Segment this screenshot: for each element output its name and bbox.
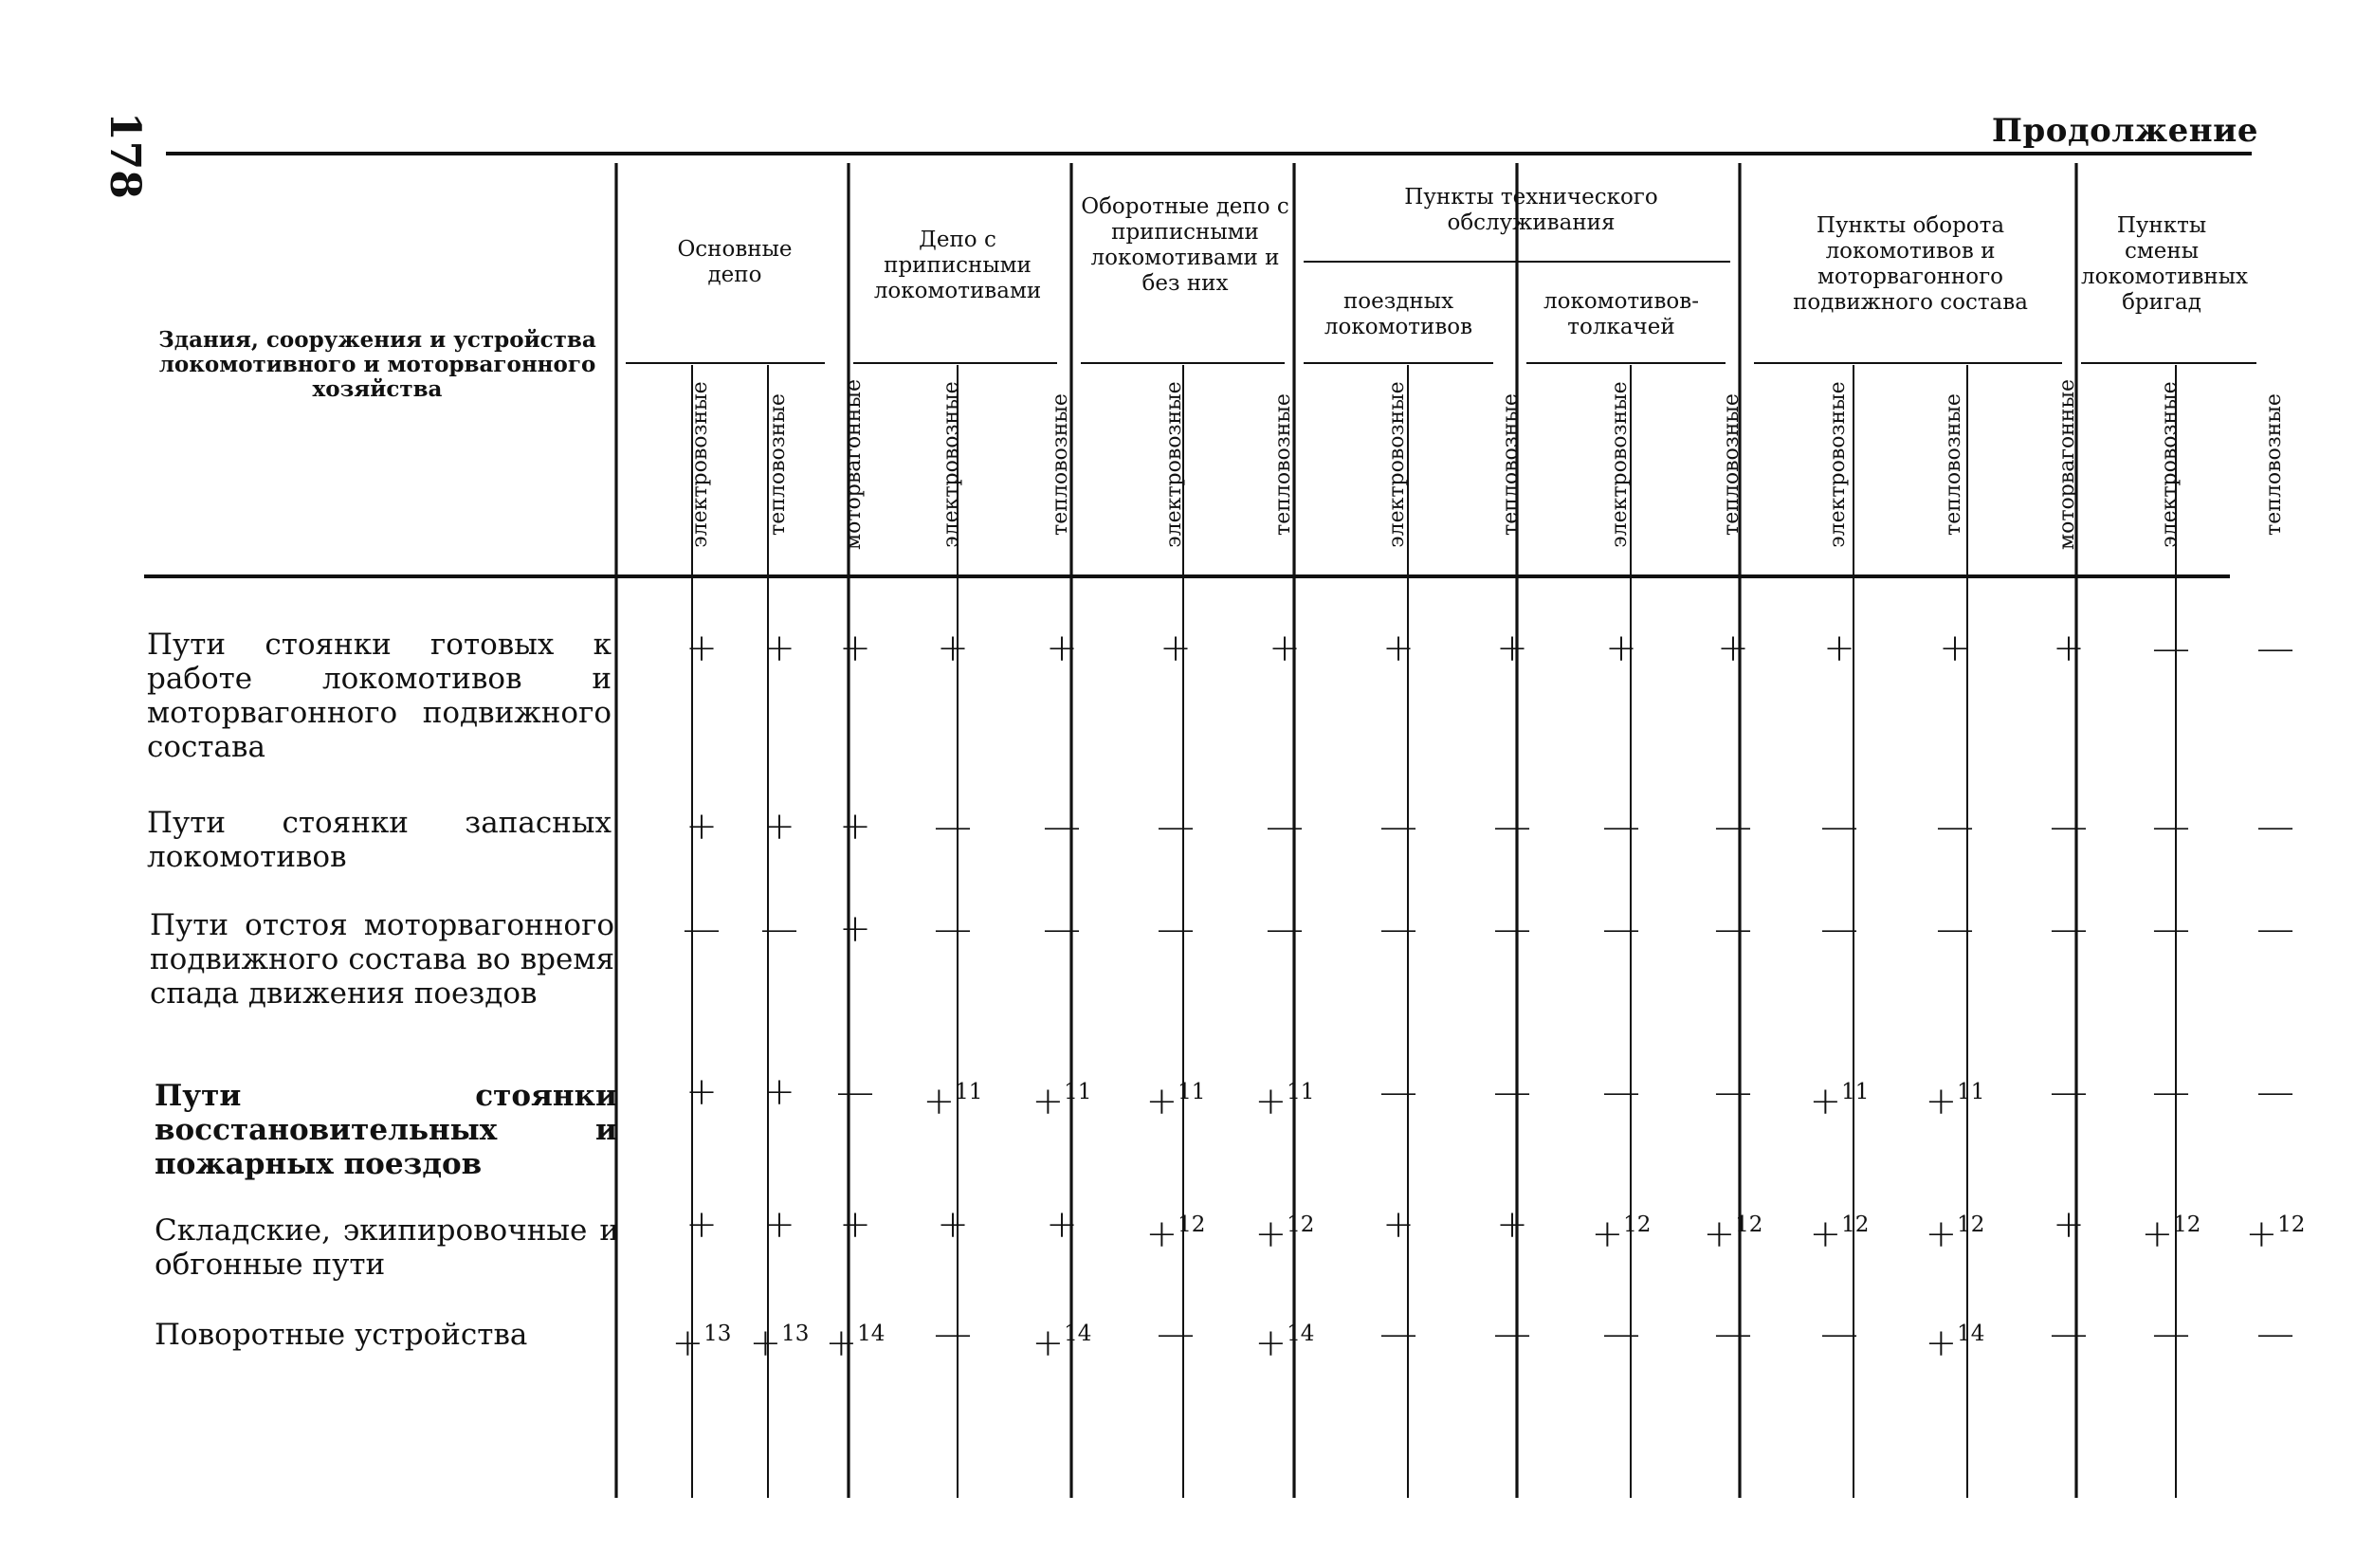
table-cell xyxy=(1686,908,1780,950)
cell-value: + xyxy=(1145,1080,1178,1123)
table-cell xyxy=(2124,1204,2219,1255)
cell-value: + xyxy=(685,1203,718,1247)
table-cell xyxy=(1351,806,1446,848)
cell-value: — xyxy=(1493,1312,1531,1356)
table-cell xyxy=(1792,1071,1887,1122)
column-header: электровозные xyxy=(1826,381,1850,548)
column-header: тепловозные xyxy=(1049,393,1072,536)
column-header: электровозные xyxy=(1608,381,1632,548)
page-number: 178 xyxy=(100,112,149,199)
table-cell xyxy=(1908,628,2002,669)
table-cell xyxy=(1351,1313,1446,1355)
table-cell xyxy=(2124,1071,2219,1113)
table-cell xyxy=(1351,908,1446,950)
column-header: электровозные xyxy=(2158,381,2182,548)
footnote-ref: 11 xyxy=(1841,1080,1870,1104)
column-header: тепловозные xyxy=(1499,393,1523,536)
table-cell xyxy=(1908,1071,2002,1122)
cell-value: + xyxy=(937,627,969,670)
table-cell xyxy=(1128,1071,1223,1122)
cell-value: — xyxy=(1714,1070,1752,1114)
cell-value: + xyxy=(1925,1212,1958,1256)
table-cell xyxy=(2021,1071,2116,1113)
table-cell xyxy=(1574,1313,1669,1355)
row-label: Складские, экипировочные и обгонные пути xyxy=(155,1213,619,1282)
cell-value: — xyxy=(2050,907,2088,951)
cell-value: + xyxy=(1925,1322,1958,1365)
cell-value: — xyxy=(1820,1312,1858,1356)
footnote-ref: 11 xyxy=(1957,1080,1985,1104)
cell-value: + xyxy=(1605,627,1637,670)
table-cell xyxy=(808,908,903,950)
cell-value: + xyxy=(1254,1212,1287,1256)
footnote-ref: 14 xyxy=(857,1322,886,1346)
row-label: Поворотные устройства xyxy=(155,1318,528,1352)
table-cell xyxy=(1237,1204,1332,1255)
cell-value: + xyxy=(2245,1212,2278,1256)
cell-value: — xyxy=(1936,805,1974,848)
footnote-ref: 12 xyxy=(1178,1212,1206,1237)
table-cell xyxy=(1574,1071,1669,1113)
footnote-ref: 12 xyxy=(1735,1212,1763,1237)
table-cell xyxy=(1014,908,1109,950)
cell-value: + xyxy=(1496,627,1528,670)
table-cell xyxy=(808,1313,903,1364)
table-cell xyxy=(808,628,903,669)
table-cell xyxy=(905,806,1000,848)
table-cell xyxy=(2124,628,2219,669)
table-cell xyxy=(1237,908,1332,950)
cell-value: + xyxy=(937,1203,969,1247)
cell-value: + xyxy=(749,1322,782,1365)
cell-value: + xyxy=(1032,1322,1065,1365)
cell-value: — xyxy=(1266,805,1304,848)
footnote-ref: 12 xyxy=(2173,1212,2201,1237)
table-cell xyxy=(1128,806,1223,848)
cell-value: — xyxy=(1157,1312,1195,1356)
table-cell xyxy=(1686,1204,1780,1255)
table-cell xyxy=(1014,1071,1109,1122)
table-cell xyxy=(2228,628,2323,669)
cell-value: + xyxy=(1496,1203,1528,1247)
row-label: Пути отстоя моторвагонного подвижного состава во время спада движения поездов xyxy=(150,908,614,1011)
table-cell xyxy=(1465,628,1560,669)
table-cell xyxy=(1351,628,1446,669)
header-rule xyxy=(2081,362,2256,364)
table-cell xyxy=(905,1204,1000,1246)
cell-value: — xyxy=(1379,1070,1417,1114)
cell-value: — xyxy=(1493,907,1531,951)
cell-value: + xyxy=(839,1203,871,1247)
cell-value: + xyxy=(1382,627,1415,670)
cell-value: — xyxy=(2152,1312,2190,1356)
continuation-label: Продолжение xyxy=(1991,112,2258,150)
column-header: тепловозные xyxy=(1720,393,1744,536)
table-cell xyxy=(1237,1313,1332,1364)
row-label: Пути стоянки восстановительных и пожарных поездов xyxy=(155,1079,617,1181)
table-cell xyxy=(1465,1071,1560,1113)
cell-value: + xyxy=(2053,627,2085,670)
cell-value: + xyxy=(763,1203,795,1247)
header-rule xyxy=(1304,261,1730,263)
footnote-ref: 12 xyxy=(1287,1212,1315,1237)
table-cell xyxy=(2021,1313,2116,1355)
cell-value: + xyxy=(685,1070,718,1114)
cell-value: — xyxy=(2256,805,2294,848)
table-cell xyxy=(1574,628,1669,669)
subgroup-header: локомотивов-толкачей xyxy=(1543,289,1699,339)
table-cell xyxy=(2021,628,2116,669)
header-rule xyxy=(626,362,825,364)
cell-value: — xyxy=(934,1312,972,1356)
footnote-ref: 11 xyxy=(955,1080,983,1104)
group-header: Пункты смены локомотивных бригад xyxy=(2081,213,2249,315)
cell-value: + xyxy=(1269,627,1301,670)
cell-value: + xyxy=(1160,627,1192,670)
cell-value: — xyxy=(1936,907,1974,951)
table-cell xyxy=(1128,628,1223,669)
header-bottom-rule xyxy=(144,574,2230,578)
table-cell xyxy=(1574,806,1669,848)
table-cell xyxy=(1792,628,1887,669)
table-cell xyxy=(1237,628,1332,669)
cell-value: — xyxy=(1493,805,1531,848)
cell-value: — xyxy=(2256,907,2294,951)
cell-value: + xyxy=(1939,627,1971,670)
cell-value: — xyxy=(683,907,721,951)
table-cell xyxy=(1908,806,2002,848)
table-cell xyxy=(1686,628,1780,669)
table-cell xyxy=(1351,1071,1446,1113)
cell-value: + xyxy=(1823,627,1855,670)
table-cell xyxy=(2124,908,2219,950)
table-cell xyxy=(1686,806,1780,848)
table-cell xyxy=(1014,806,1109,848)
cell-value: — xyxy=(1379,907,1417,951)
cell-value: + xyxy=(763,1070,795,1114)
table-cell xyxy=(1792,1204,1887,1255)
cell-value: + xyxy=(1717,627,1749,670)
footnote-ref: 13 xyxy=(781,1322,810,1346)
cell-value: — xyxy=(2152,627,2190,670)
table-cell xyxy=(1686,1313,1780,1355)
cell-value: + xyxy=(685,805,718,848)
table-cell xyxy=(1574,908,1669,950)
cell-value: + xyxy=(2053,1203,2085,1247)
table-cell xyxy=(2228,908,2323,950)
column-header: тепловозные xyxy=(2262,393,2286,536)
cell-value: — xyxy=(934,907,972,951)
table-cell xyxy=(1908,908,2002,950)
group-header: Пункты технического обслуживания xyxy=(1404,185,1658,235)
cell-value: + xyxy=(2141,1212,2174,1256)
footnote-ref: 14 xyxy=(1064,1322,1092,1346)
cell-value: — xyxy=(934,805,972,848)
cell-value: + xyxy=(1925,1080,1958,1123)
table-cell xyxy=(2228,806,2323,848)
table-cell xyxy=(905,908,1000,950)
table-cell xyxy=(2124,1313,2219,1355)
table-cell xyxy=(1237,1071,1332,1122)
column-header: тепловозные xyxy=(1271,393,1295,536)
cell-value: + xyxy=(839,907,871,951)
subgroup-header: поездных локомотивов xyxy=(1324,289,1473,339)
group-header: Оборотные депо с приписными локомотивами и без них xyxy=(1081,194,1289,296)
table-cell xyxy=(1128,908,1223,950)
table-cell xyxy=(1128,1204,1223,1255)
column-header: тепловозные xyxy=(766,393,790,536)
column-header: моторвагонные xyxy=(842,379,866,550)
footnote-ref: 14 xyxy=(1957,1322,1985,1346)
footnote-ref: 11 xyxy=(1178,1080,1206,1104)
header-rule xyxy=(1081,362,1285,364)
footnote-ref: 11 xyxy=(1064,1080,1092,1104)
cell-value: + xyxy=(1145,1212,1178,1256)
table-cell xyxy=(1237,806,1332,848)
group-header: Основные депо xyxy=(677,237,793,287)
table-cell xyxy=(1908,1204,2002,1255)
stub-header: Здания, сооружения и устройства локомотивного и моторвагонного хозяйства xyxy=(158,327,596,402)
table-cell xyxy=(905,1313,1000,1355)
cell-value: — xyxy=(2050,1312,2088,1356)
cell-value: + xyxy=(671,1322,704,1365)
cell-value: — xyxy=(1602,1312,1640,1356)
column-header: моторвагонные xyxy=(2055,379,2079,550)
cell-value: — xyxy=(1602,907,1640,951)
footnote-ref: 12 xyxy=(1841,1212,1870,1237)
table-cell xyxy=(1792,806,1887,848)
row-label: Пути стоянки готовых к работе локомотивов и моторвагонного подвижного состава xyxy=(147,628,612,764)
cell-value: — xyxy=(1602,805,1640,848)
cell-value: — xyxy=(1714,1312,1752,1356)
group-header: Депо с приписными локомотивами xyxy=(873,228,1042,303)
cell-value: — xyxy=(2050,805,2088,848)
cell-value: + xyxy=(1809,1212,1842,1256)
cell-value: — xyxy=(2152,805,2190,848)
footnote-ref: 14 xyxy=(1287,1322,1315,1346)
cell-value: — xyxy=(760,907,798,951)
header-rule xyxy=(1526,362,1726,364)
cell-value: — xyxy=(2256,627,2294,670)
header-rule xyxy=(1754,362,2062,364)
cell-value: — xyxy=(1493,1070,1531,1114)
table-cell xyxy=(1792,1313,1887,1355)
column-header: электровозные xyxy=(940,381,963,548)
cell-value: + xyxy=(685,627,718,670)
cell-value: — xyxy=(2050,1070,2088,1114)
cell-value: + xyxy=(1046,1203,1078,1247)
cell-value: + xyxy=(763,805,795,848)
table-cell xyxy=(1908,1313,2002,1364)
cell-value: — xyxy=(2152,907,2190,951)
group-header: Пункты оборота локомотивов и моторвагонного подвижного состава xyxy=(1793,213,2028,315)
cell-value: + xyxy=(1591,1212,1624,1256)
cell-value: — xyxy=(1266,907,1304,951)
footnote-ref: 11 xyxy=(1287,1080,1315,1104)
table-cell xyxy=(1792,908,1887,950)
cell-value: + xyxy=(825,1322,858,1365)
header-rule xyxy=(1304,362,1493,364)
table-cell xyxy=(808,1071,903,1113)
table-cell xyxy=(808,806,903,848)
cell-value: + xyxy=(1382,1203,1415,1247)
table-cell xyxy=(1128,1313,1223,1355)
cell-value: + xyxy=(1254,1080,1287,1123)
table-cell xyxy=(1465,1204,1560,1246)
column-header: тепловозные xyxy=(1942,393,1965,536)
cell-value: + xyxy=(839,627,871,670)
table-cell xyxy=(1574,1204,1669,1255)
cell-value: — xyxy=(1820,805,1858,848)
table-cell xyxy=(2228,1313,2323,1355)
footnote-ref: 12 xyxy=(2277,1212,2306,1237)
cell-value: — xyxy=(1714,907,1752,951)
cell-value: — xyxy=(1714,805,1752,848)
table-cell xyxy=(1465,1313,1560,1355)
cell-value: — xyxy=(2256,1070,2294,1114)
table-cell xyxy=(2124,806,2219,848)
column-header: электровозные xyxy=(1162,381,1186,548)
cell-value: — xyxy=(1157,907,1195,951)
cell-value: + xyxy=(1703,1212,1736,1256)
table-cell xyxy=(1351,1204,1446,1246)
footnote-ref: 13 xyxy=(703,1322,732,1346)
cell-value: + xyxy=(1032,1080,1065,1123)
cell-value: — xyxy=(1043,907,1081,951)
column-header: электровозные xyxy=(688,381,712,548)
cell-value: + xyxy=(763,627,795,670)
table-cell xyxy=(1014,628,1109,669)
cell-value: — xyxy=(1379,1312,1417,1356)
footnote-ref: 12 xyxy=(1957,1212,1985,1237)
table-cell xyxy=(1014,1204,1109,1246)
footnote-ref: 12 xyxy=(1623,1212,1652,1237)
cell-value: — xyxy=(1602,1070,1640,1114)
table-cell xyxy=(1465,806,1560,848)
table-cell xyxy=(905,628,1000,669)
cell-value: — xyxy=(1043,805,1081,848)
cell-value: + xyxy=(922,1080,956,1123)
table-cell xyxy=(2021,1204,2116,1246)
table-cell xyxy=(2021,908,2116,950)
cell-value: — xyxy=(1379,805,1417,848)
top-rule xyxy=(166,152,2252,155)
table-cell xyxy=(1686,1071,1780,1113)
table-cell xyxy=(808,1204,903,1246)
cell-value: + xyxy=(1046,627,1078,670)
cell-value: — xyxy=(1820,907,1858,951)
table-cell xyxy=(2228,1071,2323,1113)
cell-value: + xyxy=(1809,1080,1842,1123)
table-cell xyxy=(2021,806,2116,848)
cell-value: — xyxy=(1157,805,1195,848)
table-cell xyxy=(2228,1204,2323,1255)
cell-value: + xyxy=(1254,1322,1287,1365)
row-label: Пути стоянки запасных локомотивов xyxy=(147,806,612,874)
cell-value: — xyxy=(2256,1312,2294,1356)
cell-value: — xyxy=(836,1070,874,1114)
table-cell xyxy=(1465,908,1560,950)
cell-value: + xyxy=(839,805,871,848)
table-cell xyxy=(905,1071,1000,1122)
header-rule xyxy=(853,362,1057,364)
column-header: электровозные xyxy=(1385,381,1409,548)
cell-value: — xyxy=(2152,1070,2190,1114)
table-cell xyxy=(1014,1313,1109,1364)
